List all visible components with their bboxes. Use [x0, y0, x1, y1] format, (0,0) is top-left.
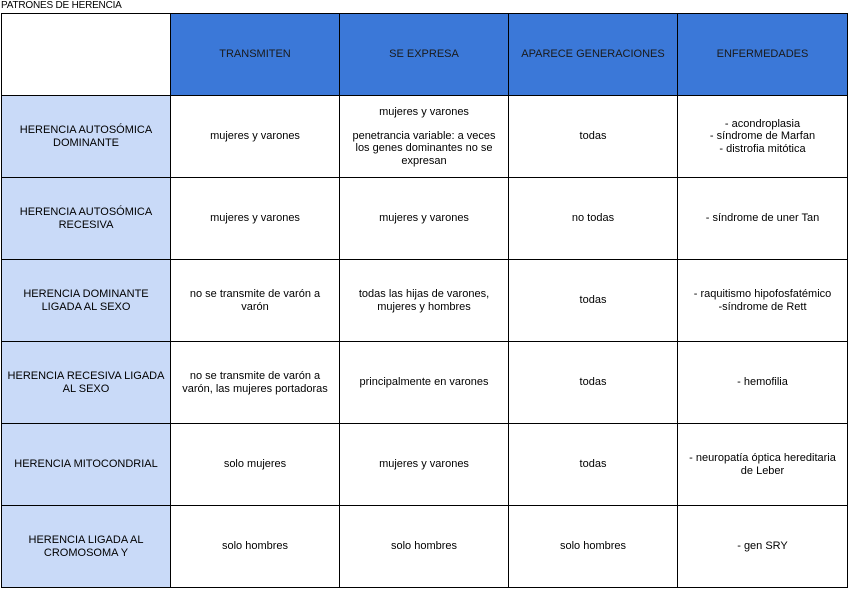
cell-se-expresa: todas las hijas de varones, mujeres y hombres [340, 260, 509, 342]
cell-se-expresa: solo hombres [340, 506, 509, 588]
cell-enfermedades [678, 260, 848, 342]
row-header: HERENCIA RECESIVA LIGADA AL SEXO [2, 342, 171, 424]
cell-se-expresa: mujeres y varones [340, 424, 509, 506]
cell-se-expresa-note: penetrancia variable: a veces los genes dominantes no se expresan [352, 129, 496, 167]
table-row [2, 342, 848, 424]
row-header: HERENCIA AUTOSÓMICA RECESIVA [2, 178, 171, 260]
row-header: HERENCIA AUTOSÓMICA DOMINANTE [2, 96, 171, 178]
row-header: HERENCIA LIGADA AL CROMOSOMA Y [2, 506, 171, 588]
table-row [2, 424, 848, 506]
table-row [2, 96, 848, 178]
row-header: HERENCIA MITOCONDRIAL [2, 424, 171, 506]
disease-item: - distrofia mitótica [719, 142, 806, 155]
cell-enfermedades [678, 506, 848, 588]
cell-enfermedades [678, 96, 848, 178]
cell-generaciones: todas [509, 96, 678, 178]
cell-transmiten: solo hombres [171, 506, 340, 588]
cell-generaciones: todas [509, 424, 678, 506]
table-row [2, 178, 848, 260]
cell-se-expresa: principalmente en varones [340, 342, 509, 424]
cell-se-expresa-line: mujeres y varones [379, 106, 469, 118]
cell-se-expresa: mujeres y varones [340, 178, 509, 260]
corner-cell [2, 14, 171, 96]
page-title: PATRONES DE HERENCIA [1, 0, 122, 11]
disease-item: -síndrome de Rett [718, 300, 807, 313]
disease-item: - síndrome de Marfan [709, 130, 816, 143]
column-header-generaciones: APARECE GENERACIONES [509, 14, 678, 96]
disease-item: - síndrome de uner Tan [705, 212, 820, 225]
disease-item: - hemofilia [737, 376, 788, 389]
cell-enfermedades [678, 342, 848, 424]
cell-generaciones: no todas [509, 178, 678, 260]
cell-transmiten: no se transmite de varón a varón [171, 260, 340, 342]
cell-generaciones: todas [509, 260, 678, 342]
row-header: HERENCIA DOMINANTE LIGADA AL SEXO [2, 260, 171, 342]
cell-generaciones: solo hombres [509, 506, 678, 588]
header-row [2, 14, 848, 96]
table-row [2, 506, 848, 588]
disease-item: - raquitismo hipofosfatémico [693, 288, 832, 300]
cell-transmiten: mujeres y varones [171, 178, 340, 260]
cell-transmiten: solo mujeres [171, 424, 340, 506]
disease-item: - neuropatía óptica hereditaria de Leber [689, 452, 836, 477]
column-header-enfermedades: ENFERMEDADES [678, 14, 848, 96]
cell-enfermedades [678, 178, 848, 260]
disease-item: - acondroplasia [724, 117, 801, 130]
table-row [2, 260, 848, 342]
cell-transmiten: mujeres y varones [171, 96, 340, 178]
cell-transmiten: no se transmite de varón a varón, las mujeres portadoras [171, 342, 340, 424]
disease-item: - gen SRY [737, 540, 788, 553]
cell-se-expresa [340, 96, 509, 178]
column-header-transmiten: TRANSMITEN [171, 14, 340, 96]
cell-enfermedades [678, 424, 848, 506]
column-header-se-expresa: SE EXPRESA [340, 14, 509, 96]
cell-generaciones: todas [509, 342, 678, 424]
inheritance-table [1, 13, 848, 588]
